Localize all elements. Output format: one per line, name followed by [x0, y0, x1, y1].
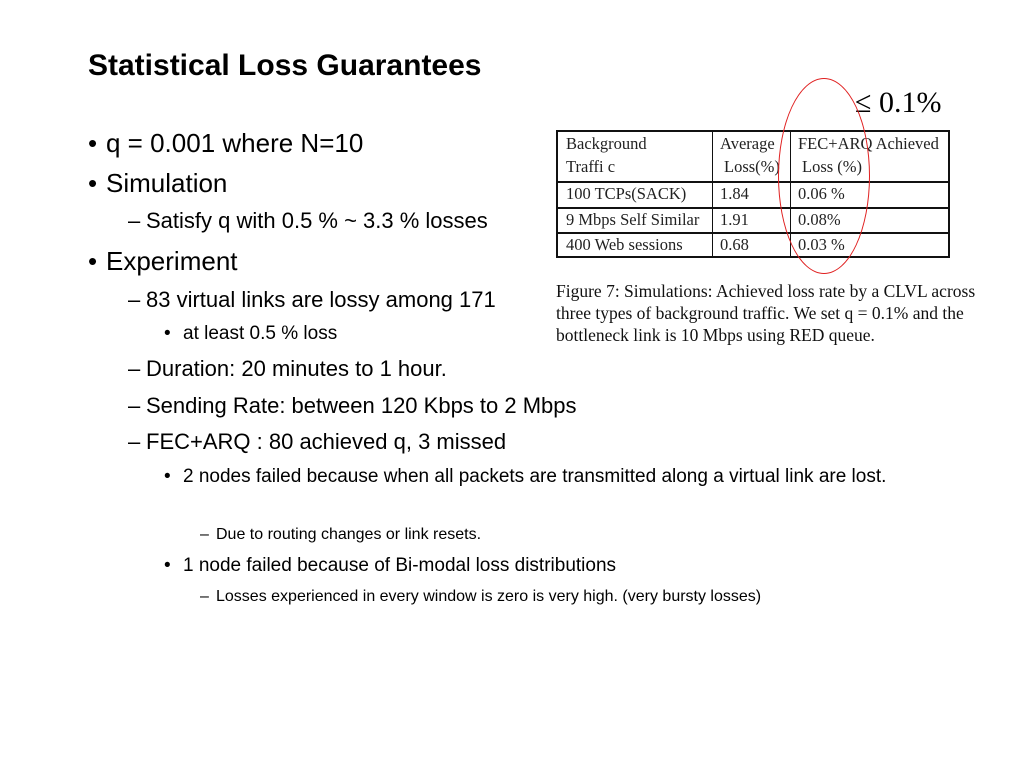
table-cell: 0.08% [798, 210, 841, 229]
bullet-marker: • [88, 168, 98, 198]
bullet-experiment [88, 246, 238, 276]
sub-bullet-rate [128, 393, 577, 419]
bullet-simulation [88, 168, 227, 198]
bullet-text: 2 nodes failed because when all packets are transmitted along a virtual link are lost. [183, 466, 887, 487]
bullet-text: Sending Rate: between 120 Kbps to 2 Mbps [146, 393, 577, 418]
bullet-marker: • [164, 555, 171, 576]
bullet-text: Due to routing changes or link resets. [216, 526, 482, 543]
bullet-text: q = 0.001 where N=10 [106, 128, 364, 158]
caption-line: three types of background traffic. We set q = 0.1% and the [556, 303, 964, 323]
bullet-marker: • [88, 128, 98, 158]
sub-bullet-links [128, 287, 496, 313]
table-cell: 9 Mbps Self Similar [566, 210, 700, 229]
table-cell: 1.84 [720, 184, 749, 203]
results-table [556, 130, 950, 258]
slide-title: Statistical Loss Guarantees [88, 49, 482, 82]
bullet-marker: – [128, 287, 141, 312]
sub-sub-bullet-fail1 [164, 554, 616, 578]
bullet-marker: • [164, 466, 171, 487]
table-cell: 0.68 [720, 235, 749, 254]
sub-sub-sub-bullet-routing [200, 525, 481, 545]
bullet-marker: • [88, 246, 98, 276]
table-cell: 0.06 % [798, 184, 845, 203]
bullet-text: FEC+ARQ : 80 achieved q, 3 missed [146, 429, 507, 454]
table-cell: 100 TCPs(SACK) [566, 184, 687, 203]
loss-threshold-annotation: ≤ 0.1% [855, 86, 942, 119]
bullet-q [88, 128, 363, 158]
table-header-cell: Background [566, 134, 647, 153]
bullet-marker: – [128, 393, 141, 418]
bullet-marker: – [128, 429, 141, 454]
sub-bullet-satisfy [128, 208, 488, 234]
bullet-marker: – [128, 208, 141, 233]
sub-bullet-fec [128, 429, 506, 455]
figure-caption [556, 280, 996, 346]
table-cell: 0.03 % [798, 235, 845, 254]
sub-sub-sub-bullet-losses [200, 587, 761, 607]
sub-bullet-duration [128, 356, 447, 382]
table-header-cell: FEC+ARQ Achieved [798, 134, 939, 153]
bullet-text: Duration: 20 minutes to 1 hour. [146, 356, 447, 381]
caption-line: bottleneck link is 10 Mbps using RED queue. [556, 325, 875, 345]
bullet-text: 83 virtual links are lossy among 171 [146, 287, 496, 312]
bullet-text: Satisfy q with 0.5 % ~ 3.3 % losses [146, 208, 488, 233]
sub-sub-bullet-atleast [164, 322, 337, 346]
table-header-cell: Average [720, 134, 775, 153]
bullet-text: 1 node failed because of Bi-modal loss distributions [183, 555, 617, 576]
table-cell: 1.91 [720, 210, 749, 229]
bullet-text: at least 0.5 % loss [183, 323, 338, 344]
table-cell: 400 Web sessions [566, 235, 683, 254]
bullet-marker: – [128, 356, 141, 381]
bullet-text: Experiment [106, 246, 238, 276]
table-header-cell: Loss (%) [802, 157, 863, 176]
bullet-text: Simulation [106, 168, 228, 198]
sub-sub-bullet-fail2 [164, 465, 904, 489]
bullet-marker: – [200, 526, 209, 543]
table-header-cell: Traffi c [566, 157, 616, 176]
highlight-oval [778, 78, 870, 274]
bullet-marker: – [200, 588, 209, 605]
table-divider [712, 132, 713, 256]
table-header-cell: Loss(%) [724, 157, 780, 176]
bullet-text: Losses experienced in every window is zero is very high. (very bursty losses) [216, 588, 762, 605]
bullet-marker: • [164, 323, 171, 344]
caption-line: Figure 7: Simulations: Achieved loss rate by a CLVL across [556, 281, 976, 301]
